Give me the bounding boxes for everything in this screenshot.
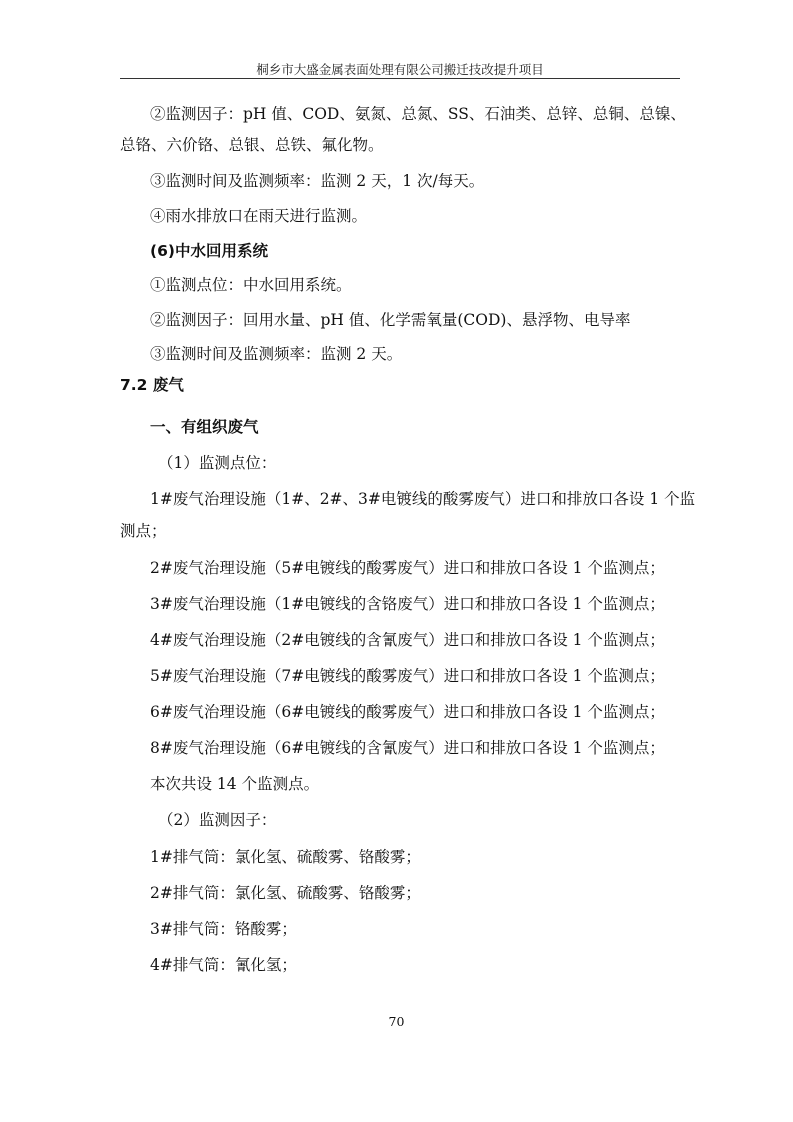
page-number: 70: [388, 1014, 405, 1029]
text-line: 1#废气治理设施（1#、2#、3#电镀线的酸雾废气）进口和排放口各设 1 个监: [150, 490, 696, 508]
text-line: 3#排气筒：铬酸雾；: [150, 920, 297, 938]
text-line: 3#废气治理设施（1#电镀线的含铬废气）进口和排放口各设 1 个监测点；: [150, 595, 665, 613]
text-line: （2）监测因子：: [158, 811, 277, 829]
text-line: ②监测因子：回用水量、pH 值、化学需氧量(COD)、悬浮物、电导率: [150, 311, 631, 329]
section-heading: (6)中水回用系统: [150, 242, 268, 260]
text-line: （1）监测点位：: [158, 454, 277, 472]
text-line: 4#排气筒：氰化氢；: [150, 956, 297, 974]
text-line: 4#废气治理设施（2#电镀线的含氰废气）进口和排放口各设 1 个监测点；: [150, 631, 665, 649]
text-line: ①监测点位：中水回用系统。: [150, 276, 352, 294]
text-line: 测点；: [120, 522, 167, 540]
text-line: ③监测时间及监测频率：监测 2 天，1 次/每天。: [150, 172, 485, 190]
subsection-heading: 一、有组织废气: [150, 418, 259, 436]
text-line: 6#废气治理设施（6#电镀线的酸雾废气）进口和排放口各设 1 个监测点；: [150, 703, 665, 721]
text-line: 2#排气筒：氯化氢、硫酸雾、铬酸雾；: [150, 884, 421, 902]
header-rule: [120, 78, 680, 79]
text-line: ④雨水排放口在雨天进行监测。: [150, 207, 368, 225]
text-line: 本次共设 14 个监测点。: [150, 775, 320, 793]
text-line: 2#废气治理设施（5#电镀线的酸雾废气）进口和排放口各设 1 个监测点；: [150, 559, 665, 577]
text-line: ②监测因子：pH 值、COD、氨氮、总氮、SS、石油类、总锌、总铜、总镍、: [150, 105, 686, 123]
text-line: 5#废气治理设施（7#电镀线的酸雾废气）进口和排放口各设 1 个监测点；: [150, 667, 665, 685]
text-line: ③监测时间及监测频率：监测 2 天。: [150, 345, 403, 363]
text-line: 8#废气治理设施（6#电镀线的含氰废气）进口和排放口各设 1 个监测点；: [150, 739, 665, 757]
page-header: 桐乡市大盛金属表面处理有限公司搬迁技改提升项目: [256, 62, 544, 77]
text-line: 总铬、六价铬、总银、总铁、氟化物。: [120, 136, 384, 154]
text-line: 1#排气筒：氯化氢、硫酸雾、铬酸雾；: [150, 848, 421, 866]
section-heading: 7.2 废气: [120, 376, 184, 394]
